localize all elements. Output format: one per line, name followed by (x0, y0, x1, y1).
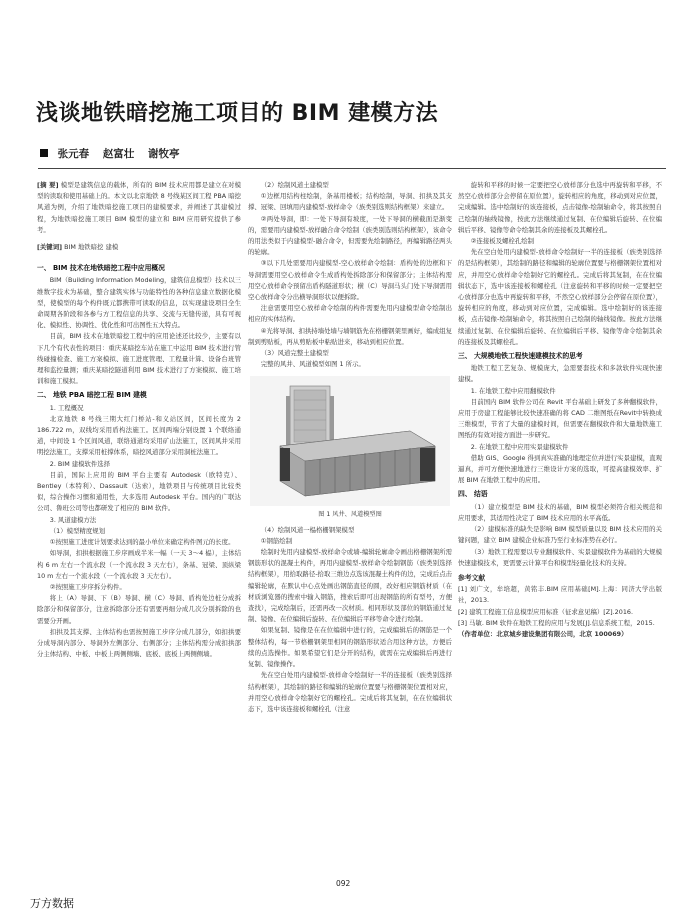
subsection-heading: 2. BIM 建模软件选择 (49, 459, 111, 468)
paragraph: 地铁工程工艺复杂、规模庞大，急需要套技术和多款软件实现快速建模。 (458, 364, 662, 384)
paragraph: 完整的风井、风道模型如图 1 所示。 (260, 360, 365, 369)
section-heading: 二、 地铁 PBA 暗挖工程 BIM 建模 (37, 391, 147, 400)
subsection-heading: （4）绘制风道一榀格栅钢架模型 (260, 525, 355, 534)
header-rule (38, 168, 666, 169)
paragraph: （2）建模标准的缺失是影响 BIM 模型质量以及 BIM 技术应用的关键问题，建立 BIM 建模企业标准乃至行业标准势在必行。 (458, 525, 662, 545)
subsection-heading: 3. 风道建模方法 (49, 515, 97, 524)
paragraph: （1）建立模型是 BIM 技术的基础，BIM 模型必须符合相关规范和应用要求，其适用性决定了 BIM 技术应用的水平高低。 (458, 502, 662, 522)
paragraph: ②按照施工步序拆分构件。 (49, 582, 126, 591)
figure-caption: 图 1 风井、风道模型图 (318, 511, 382, 519)
reference-item: [1] 刘广文，牟培超，黄铭丰.BIM 应用基础[M].上海：同济大学出版社，2013. (458, 585, 662, 605)
paragraph: ①边框用结构柱绘制，条基用楼板；结构绘制，导洞、扣拱及其支撑、冠梁、回填用内建模型-放样命令（族类别选则结构框架）来建立。 (248, 192, 452, 212)
author-line (40, 146, 189, 161)
column-3 (458, 180, 662, 640)
paragraph: 旋转和平移的时候一定要把空心放样部分也选中再旋转和平移，不然空心放样部分会停留在原位置），旋转相应的角度，移动到对应位置，完成编辑。选中绘制好的该连接板，点击镜像-绘制轴命令，将其按照自己绘制的轴线镜像，按此方法继续通过复制、在位编辑后旋转、在位编辑后平移、镜像等命令绘制其余的连接板及其螺栓孔。 (458, 181, 662, 234)
author-name: 赵富壮 (102, 148, 135, 160)
paragraph: 先在空白处用内建模型-放样命令绘制好一半的连接板（族类别选择的是结构框架），其绘制的路径和编辑的轮廓位置要与格栅钢架位置相对应，并用空心放样命令绘制好它的螺栓孔。完成后将其复制，在在位编辑状态下，选中该连接板和螺栓孔（注意旋转和平移的时候一定要把空心放样部分也选中再旋转和平移，不然空心放样部分会停留在原位置），旋转相应的角度，移动到对应位置，完成编辑。选中绘制好的该连接板，点击镜像-绘制轴命令，将其按照自己绘制的轴线镜像。按此方法继续通过复制、在位编辑后旋转、在位编辑后平移、镜像等命令绘制其余的连接板及其螺栓孔。 (458, 248, 662, 346)
paragraph: 2. 在地铁工程中应用实景建模软件 (470, 442, 569, 451)
paragraph: ④光将导洞、扣拱持墙处墙与墙钢筋先在格栅钢架里画好，编成组复制到剪贴板，再从剪贴板中粘贴进来，移动到相应位置。 (248, 326, 452, 346)
article-title: 浅谈地铁暗挖施工项目的 BIM 建模方法 (36, 101, 439, 126)
paragraph: 目前国内 BIM 软件公司在 Revit 平台基础上研发了多种翻模软件，应用于房建工程能够比较快速准确的将 CAD 二维图纸在Revit中转换成三维模型，节省了大量的建模时间，但需要在翻模软件和大量地铁施工图纸的有效对接方面进一步研究。 (458, 397, 662, 440)
page-number: 092 (336, 879, 351, 888)
section-heading: 四、 结语 (458, 490, 488, 499)
paragraph: 借助 GIS、Google 得到真实准确的地理定位并进行实景建模，直观逼真，并可方便快速地进行三维设计方案的选取，可提高建模效率、扩展 BIM 在地铁工程中的应用。 (458, 453, 662, 485)
paragraph: BIM（Building Information Modeling，建筑信息模型）技术以三维数字技术为基础，整合建筑实体与功能特性的各种信息建立数据化模型，使模型的每个构件既元都携带可读取的信息，以实现建设项目全生命周期各阶段和各参与方工程信息的共享、交流与无缝传递，具有可视化、模拟性、协调性、优化性和可出图性五大特点。 (37, 276, 241, 330)
subsection-heading: （1）模型精度规划 (49, 526, 105, 535)
column-2 (248, 180, 452, 715)
paragraph: 目前，BIM 技术在地铁暗挖工程中的应用论述还比较少，主要有以下几个有代表性的项目：重庆某暗挖车站在施工中运用 BIM 技术进行管线碰撞检查、施工方案模拟、施工进度管理、工程量计算、设备台班管理和监控量测；重庆某暗挖隧道利用 BIM 技术进行了方案模拟、施工培训和施工模拟。 (37, 332, 241, 386)
paragraph: 注意需要用空心放样命令绘制的构件需要先用内建模型命令绘制出相应的实体结构。 (248, 304, 452, 324)
paragraph: 1. 在地铁工程中应用翻模软件 (470, 386, 556, 395)
paragraph: ②两处导洞，即：一处下导洞有坡度，一处下导洞的横截面是渐变的，需要用内建模型-放样融合命令绘制（族类别选则结构框架），该命令的用法类似于内建模型-融合命令，但需要先绘制路径，再编辑路径两头的轮廓。 (248, 214, 452, 257)
references-heading: 参考文献 (458, 573, 486, 582)
paragraph: 扣拱及其支撑、主体结构也需按照施工步序分成几部分，如扣拱要分成导洞内部分、导洞外左侧部分、右侧部分；主体结构需分成扣拱部分主体结构、中板、中板上两侧侧墙、底板、底板上两侧侧墙。 (37, 627, 241, 659)
author-affiliation: （作者单位：北京城乡建设集团有限公司，北京 100069） (458, 629, 628, 638)
abstract: [摘 要] 模型是建筑信息的载体，所有的 BIM 技术应用都是建立在对模型的读取和使用基础上的。本文以北京地铁 8 号线某区间工程 PBA 暗挖风道为例，介绍了地铁暗挖施工项目的建模要求，并阐述了其建模过程，为地铁暗挖施工项目 BIM 模型的建立和 BIM 应用研究提供了参考。 (37, 181, 241, 234)
paragraph: 绘制时先用内建模型-放样命令或墙-编辑轮廓命令画出格栅钢架所需钢筋形状的混凝土构件，再用内建模型-放样命令绘制钢筋（族类别选择结构框架），用拾取路径-拾取三维边点选该混凝土构件的边，完成后点击编辑轮廓，在默认中心点处画出钢筋直径的圆，改好相应钢筋材质（在材质浏览器的搜索中输入钢筋，搜索后即可出现钢筋的所有型号，方便查找），完成绘制后，还需再改一次材质。相同形状及部位的钢筋通过复制、镜像、在位编辑后旋转、在位编辑后平移等命令进行绘制。 (248, 548, 452, 624)
paragraph: 先在空白处用内建模型-放样命令绘制好一半的连接板（族类别选择结构框架），其绘制的路径和编辑的轮廓位置要与格栅钢架位置相对应，并用空心放样命令绘制好它的螺栓孔。完成后将其复制，在在位编辑状态下，选中该连接板和螺栓孔（注意 (248, 671, 452, 713)
paragraph: ②连接板及螺栓孔绘制 (470, 237, 535, 246)
source-brand: 万方数据 (30, 897, 74, 910)
paragraph: 如导洞，扣拱根据施工步序画成半米一幅（一天 3～4 榀），主体结构 6 m 左右一个流水段（一个流水段 3 天左右），条基、冠梁、顶纵梁 10 m 左右一个流水段（一个流水段 3 天左右）。 (37, 549, 241, 580)
paragraph: 目前，国际上应用的 BIM 平台主要有 Autodesk（欧特克）、Bentley（本特利）、Dassault（达索），地铁项目与传统项目比较类似，综合操作习惯和通用性，大多选用 Autodesk 平台。国内的广联达公司、鲁班公司等也都研发了相应的 BIM 软件。 (37, 470, 241, 513)
paragraph: 将上（A）导洞、下（B）导洞、横（C）导洞、盾构处边桩分成拆除部分和保留部分，注意拆除部分还有需要再细分成几次分别拆除的也需要分开画。 (37, 594, 241, 625)
figure-1-model-image (250, 376, 450, 506)
author-name: 张元春 (57, 148, 90, 160)
paragraph: ①按照施工进度计划要求达到的最小单位来确定构件图元的长度。 (49, 538, 235, 547)
reference-item: [3] 马敏. BIM 软件在地铁工程的应用与发展[J].信息系统工程，2015. (458, 618, 655, 627)
paragraph: ③以下几处需要用内建模型-空心放样命令绘制：盾构处的边框和下导洞需要用空心放样命令生成盾构处拆除部分和保留部分；主体结构需用空心放样命令预留出盾构隧道形状；横（C）导洞马头门处下导洞需用空心放样命令分出横导洞形状以便拆除。 (248, 259, 452, 302)
section-heading: 一、 BIM 技术在地铁暗挖工程中应用概况 (37, 264, 165, 273)
paragraph: ①钢筋绘制 (260, 536, 293, 545)
paragraph: 北京地铁 8 号线三期大红门桥站-和义站区间，区间长度为 2 186.722 m，双线均采用盾构法施工。区间两端分别设置 1 个联络通道，中间设 1 个区间风道，联络通道均采用矿山法施工，区间风井采用明挖法施工，支撑采用桩撑体系，暗挖风道部分采用洞桩法施工。 (37, 414, 241, 457)
subsection-heading: 1. 工程概况 (49, 403, 84, 412)
section-heading: 三、 大规模地铁工程快速建模技术的思考 (458, 352, 583, 361)
paragraph: （3）地铁工程需要以专业翻模软件、实景建模软件为基础的大规模快速建模技术，更需要云计算平台和模型轻量化技术的支持。 (458, 547, 662, 567)
shaft-tunnel-model-illustration (250, 376, 450, 506)
reference-item: [2] 建筑工程施工信息模型应用标准（征求意见稿）[Z].2016. (458, 607, 633, 616)
author-name: 谢牧亭 (147, 148, 180, 160)
subsection-heading: （2）绘制风道土建模型 (260, 181, 329, 189)
subsection-heading: （3）风道完整土建模型 (260, 349, 329, 358)
square-bullet-icon (40, 149, 48, 157)
paragraph: 如果复制、镜像是在在位编辑中进行的，完成编辑后的钢筋是一个整体结构，每一节格栅钢架里相同的钢筋形状适合用这种方法，方便后续的点选操作。如果希望它们是分开的结构，就需在完成编辑后再进行复制、镜像操作。 (248, 626, 452, 669)
column-1 (37, 180, 241, 660)
keywords: [关键词] BIM 地铁暗挖 建模 (37, 243, 119, 252)
